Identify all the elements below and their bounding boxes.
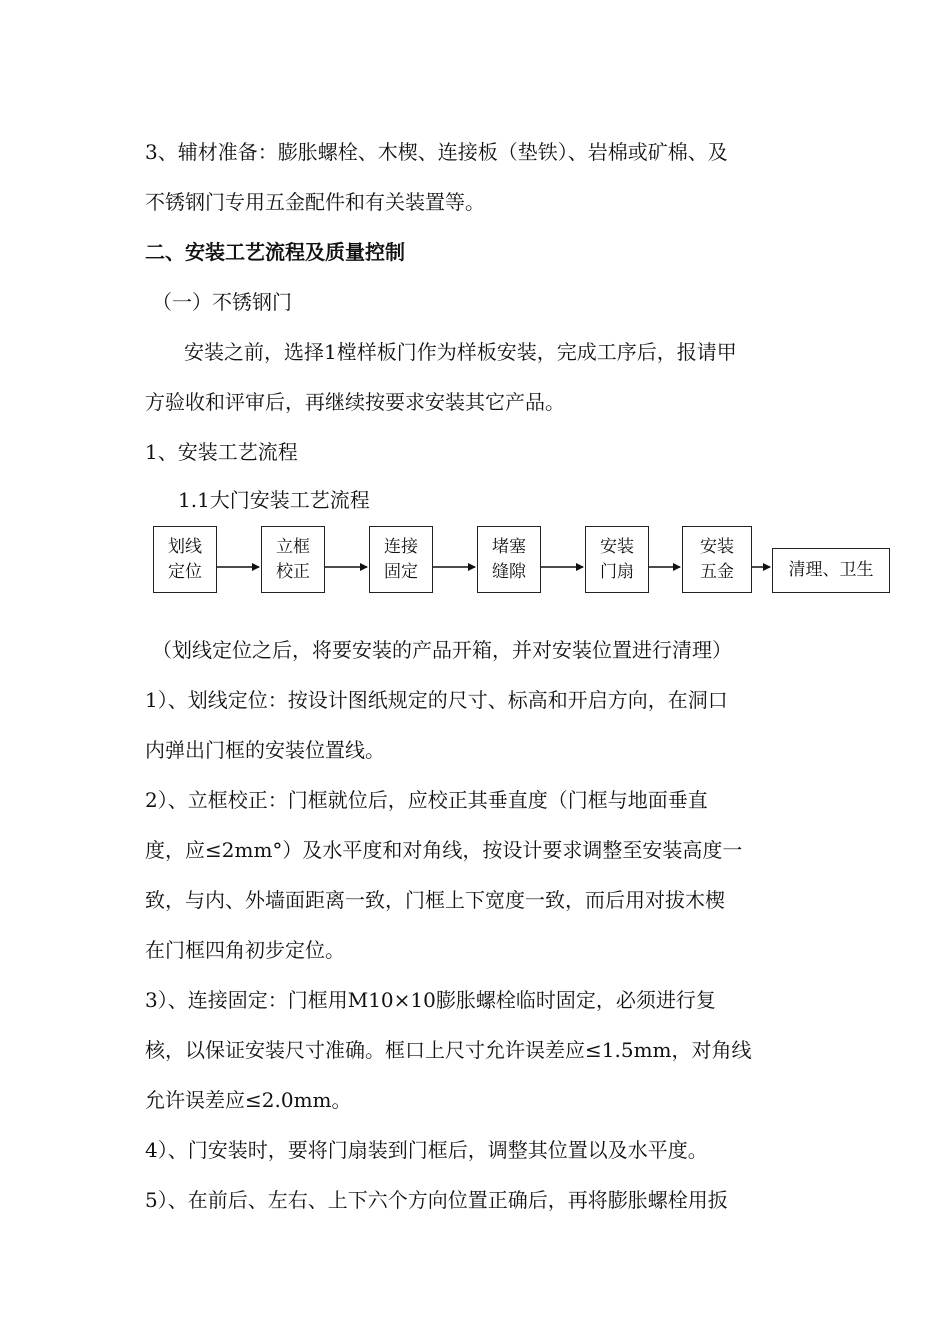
flow-step-label: 门扇 bbox=[600, 561, 634, 582]
flow-step-label: 安装 bbox=[700, 536, 734, 557]
flow-step-label: 连接 bbox=[384, 536, 418, 557]
text-line: 1）、划线定位：按设计图纸规定的尺寸、标高和开启方向，在洞口 bbox=[145, 688, 728, 712]
text-line: 内弹出门框的安装位置线。 bbox=[145, 738, 385, 762]
flow-step-label: 安装 bbox=[600, 536, 634, 557]
flow-step bbox=[772, 548, 890, 593]
flow-step bbox=[477, 526, 541, 593]
section-heading: 二、安装工艺流程及质量控制 bbox=[145, 240, 405, 264]
text-line: 致，与内、外墙面距离一致，门框上下宽度一致，而后用对拔木楔 bbox=[145, 888, 725, 912]
flow-step-label: 缝隙 bbox=[492, 561, 526, 582]
text-line: （划线定位之后，将要安装的产品开箱，并对安装位置进行清理） bbox=[152, 638, 732, 662]
text-line: 度，应≤2mm°）及水平度和对角线，按设计要求调整至安装高度一 bbox=[145, 838, 743, 862]
text-line: 方验收和评审后，再继续按要求安装其它产品。 bbox=[145, 390, 565, 414]
flow-step bbox=[369, 526, 433, 593]
flow-arrows bbox=[0, 0, 950, 620]
text-line: 1、安装工艺流程 bbox=[145, 440, 298, 464]
flow-step bbox=[585, 526, 649, 593]
flow-step-label: 五金 bbox=[700, 561, 734, 582]
flow-step-label: 堵塞 bbox=[492, 536, 526, 557]
text-line: 5）、在前后、左右、上下六个方向位置正确后，再将膨胀螺栓用扳 bbox=[145, 1188, 728, 1212]
text-line: 不锈钢门专用五金配件和有关装置等。 bbox=[145, 190, 485, 214]
text-line: 在门框四角初步定位。 bbox=[145, 938, 345, 962]
flow-step bbox=[261, 526, 325, 593]
text-line: 4）、门安装时，要将门扇装到门框后，调整其位置以及水平度。 bbox=[145, 1138, 708, 1162]
flow-step-label: 固定 bbox=[384, 561, 418, 582]
text-line: 3、辅材准备：膨胀螺栓、木楔、连接板（垫铁）、岩棉或矿棉、及 bbox=[145, 140, 728, 164]
flow-step-label: 校正 bbox=[276, 561, 310, 582]
text-line: 3）、连接固定：门框用M10×10膨胀螺栓临时固定，必须进行复 bbox=[145, 988, 716, 1012]
text-line: 核，以保证安装尺寸准确。框口上尺寸允许误差应≤1.5mm，对角线 bbox=[145, 1038, 752, 1062]
flow-step-label: 立框 bbox=[276, 536, 310, 557]
text-line: 允许误差应≤2.0mm。 bbox=[145, 1088, 352, 1112]
flow-step-label: 定位 bbox=[168, 561, 202, 582]
flow-step bbox=[153, 526, 217, 593]
flow-step bbox=[682, 526, 752, 593]
text-line: 2）、立框校正：门框就位后，应校正其垂直度（门框与地面垂直 bbox=[145, 788, 708, 812]
subsection-heading: （一）不锈钢门 bbox=[152, 290, 292, 314]
flow-step-label: 划线 bbox=[168, 536, 202, 557]
text-line: 1.1大门安装工艺流程 bbox=[178, 488, 370, 512]
text-line: 安装之前，选择1樘样板门作为样板安装，完成工序后，报请甲 bbox=[184, 340, 737, 364]
flow-step-label: 清理、卫生 bbox=[788, 560, 874, 580]
